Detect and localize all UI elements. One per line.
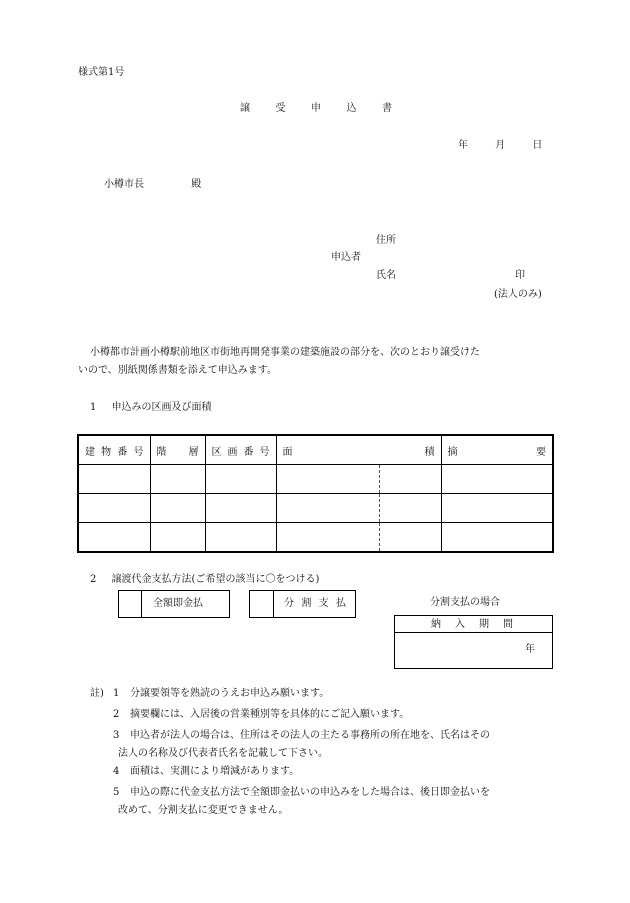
header-parcel-number: 区 画 番 号 — [205, 435, 276, 465]
note-text: 分譲要領等を熟読のうえお申込み願います。 — [130, 688, 330, 699]
date-month-label: 月 — [495, 140, 506, 151]
date-year-label: 年 — [458, 140, 468, 151]
table-cell[interactable] — [441, 465, 553, 494]
table-cell[interactable] — [441, 494, 553, 523]
date-line — [458, 141, 542, 151]
installment-period-unit[interactable]: 年 — [525, 644, 535, 655]
table-row — [78, 494, 553, 523]
payment-option-lump-sum[interactable] — [118, 590, 230, 618]
table-cell[interactable] — [150, 523, 205, 553]
table-header-row — [78, 435, 553, 465]
table-cell[interactable] — [78, 465, 150, 494]
payment-option-installment-label: 分 割 支 払 — [284, 598, 346, 609]
payment-option-lump-sum-label: 全額即金払 — [153, 598, 203, 609]
note-text: 摘要欄には、入居後の営業種別等を具体的にご記入願います。 — [130, 709, 410, 720]
table-row — [78, 523, 553, 553]
section2-title: 譲渡代金支払方法(ご希望の該当に〇をつける) — [111, 574, 320, 585]
payment-option-installment[interactable] — [249, 590, 356, 618]
table-cell[interactable] — [78, 494, 150, 523]
note-text-continuation: 改めて、分割支払に変更できません。 — [118, 805, 289, 816]
notes-prefix: 註) — [90, 688, 104, 699]
table-cell[interactable] — [150, 465, 205, 494]
note-number: 5 — [113, 787, 120, 798]
section2-heading — [90, 575, 319, 585]
section1-number: 1 — [90, 402, 97, 413]
header-remarks: 摘 要 — [441, 435, 553, 465]
body-text-line2: いので、別紙関係書類を添えて申込みます。 — [78, 365, 277, 376]
table-cell[interactable] — [441, 523, 553, 553]
section2-number: 2 — [90, 574, 97, 585]
address-label: 住所 — [376, 235, 396, 246]
header-area-right: 積 — [379, 435, 441, 465]
seal-label: 印 — [515, 270, 525, 281]
name-label: 氏名 — [376, 270, 396, 281]
table-cell[interactable] — [205, 465, 276, 494]
applicant-label: 申込者 — [331, 252, 361, 263]
note-text: 申込者が法人の場合は、住所はその法人の主たる事務所の所在地を、氏名はその — [130, 730, 490, 741]
table-cell[interactable] — [78, 523, 150, 553]
note-number: 2 — [113, 709, 120, 720]
parcel-table — [77, 434, 554, 553]
table-cell[interactable] — [276, 494, 379, 523]
table-cell[interactable] — [205, 494, 276, 523]
date-day-label: 日 — [532, 140, 543, 151]
installment-period-box — [394, 615, 553, 669]
table-row — [78, 465, 553, 494]
note-number: 4 — [113, 766, 120, 777]
table-cell[interactable] — [379, 465, 441, 494]
installment-title: 分割支払の場合 — [430, 597, 500, 608]
installment-period-header: 納 入 期 間 — [431, 619, 513, 630]
section1-title: 申込みの区画及び面積 — [111, 402, 212, 413]
note-number: 3 — [113, 730, 120, 741]
table-cell[interactable] — [150, 494, 205, 523]
addressee-honorific: 殿 — [191, 179, 202, 190]
addressee — [104, 180, 201, 190]
header-building-number: 建 物 番 号 — [78, 435, 150, 465]
note-text: 面積は、実測により増減があります。 — [130, 766, 300, 777]
header-area-left: 面 — [276, 435, 379, 465]
note-number: 1 — [113, 688, 120, 699]
corp-note: (法人のみ) — [494, 289, 542, 300]
table-cell[interactable] — [205, 523, 276, 553]
page-title: 譲 受 申 込 書 — [240, 103, 392, 114]
body-text-line1: 小樽都市計画小樽駅前地区市街地再開発事業の建築施設の部分を、次のとおり譲受けた — [90, 347, 480, 358]
note-text: 申込の際に代金支払方法で全額即金払いの申込みをした場合は、後日即金払いを — [130, 787, 490, 798]
form-number: 様式第1号 — [78, 67, 125, 78]
table-cell[interactable] — [379, 523, 441, 553]
note-text-continuation: 法人の名称及び代表者氏名を記載して下さい。 — [118, 748, 328, 759]
table-cell[interactable] — [276, 465, 379, 494]
header-floor: 階 層 — [150, 435, 205, 465]
table-cell[interactable] — [276, 523, 379, 553]
table-cell[interactable] — [379, 494, 441, 523]
addressee-name: 小樽市長 — [104, 179, 144, 190]
section1-heading — [90, 403, 212, 413]
